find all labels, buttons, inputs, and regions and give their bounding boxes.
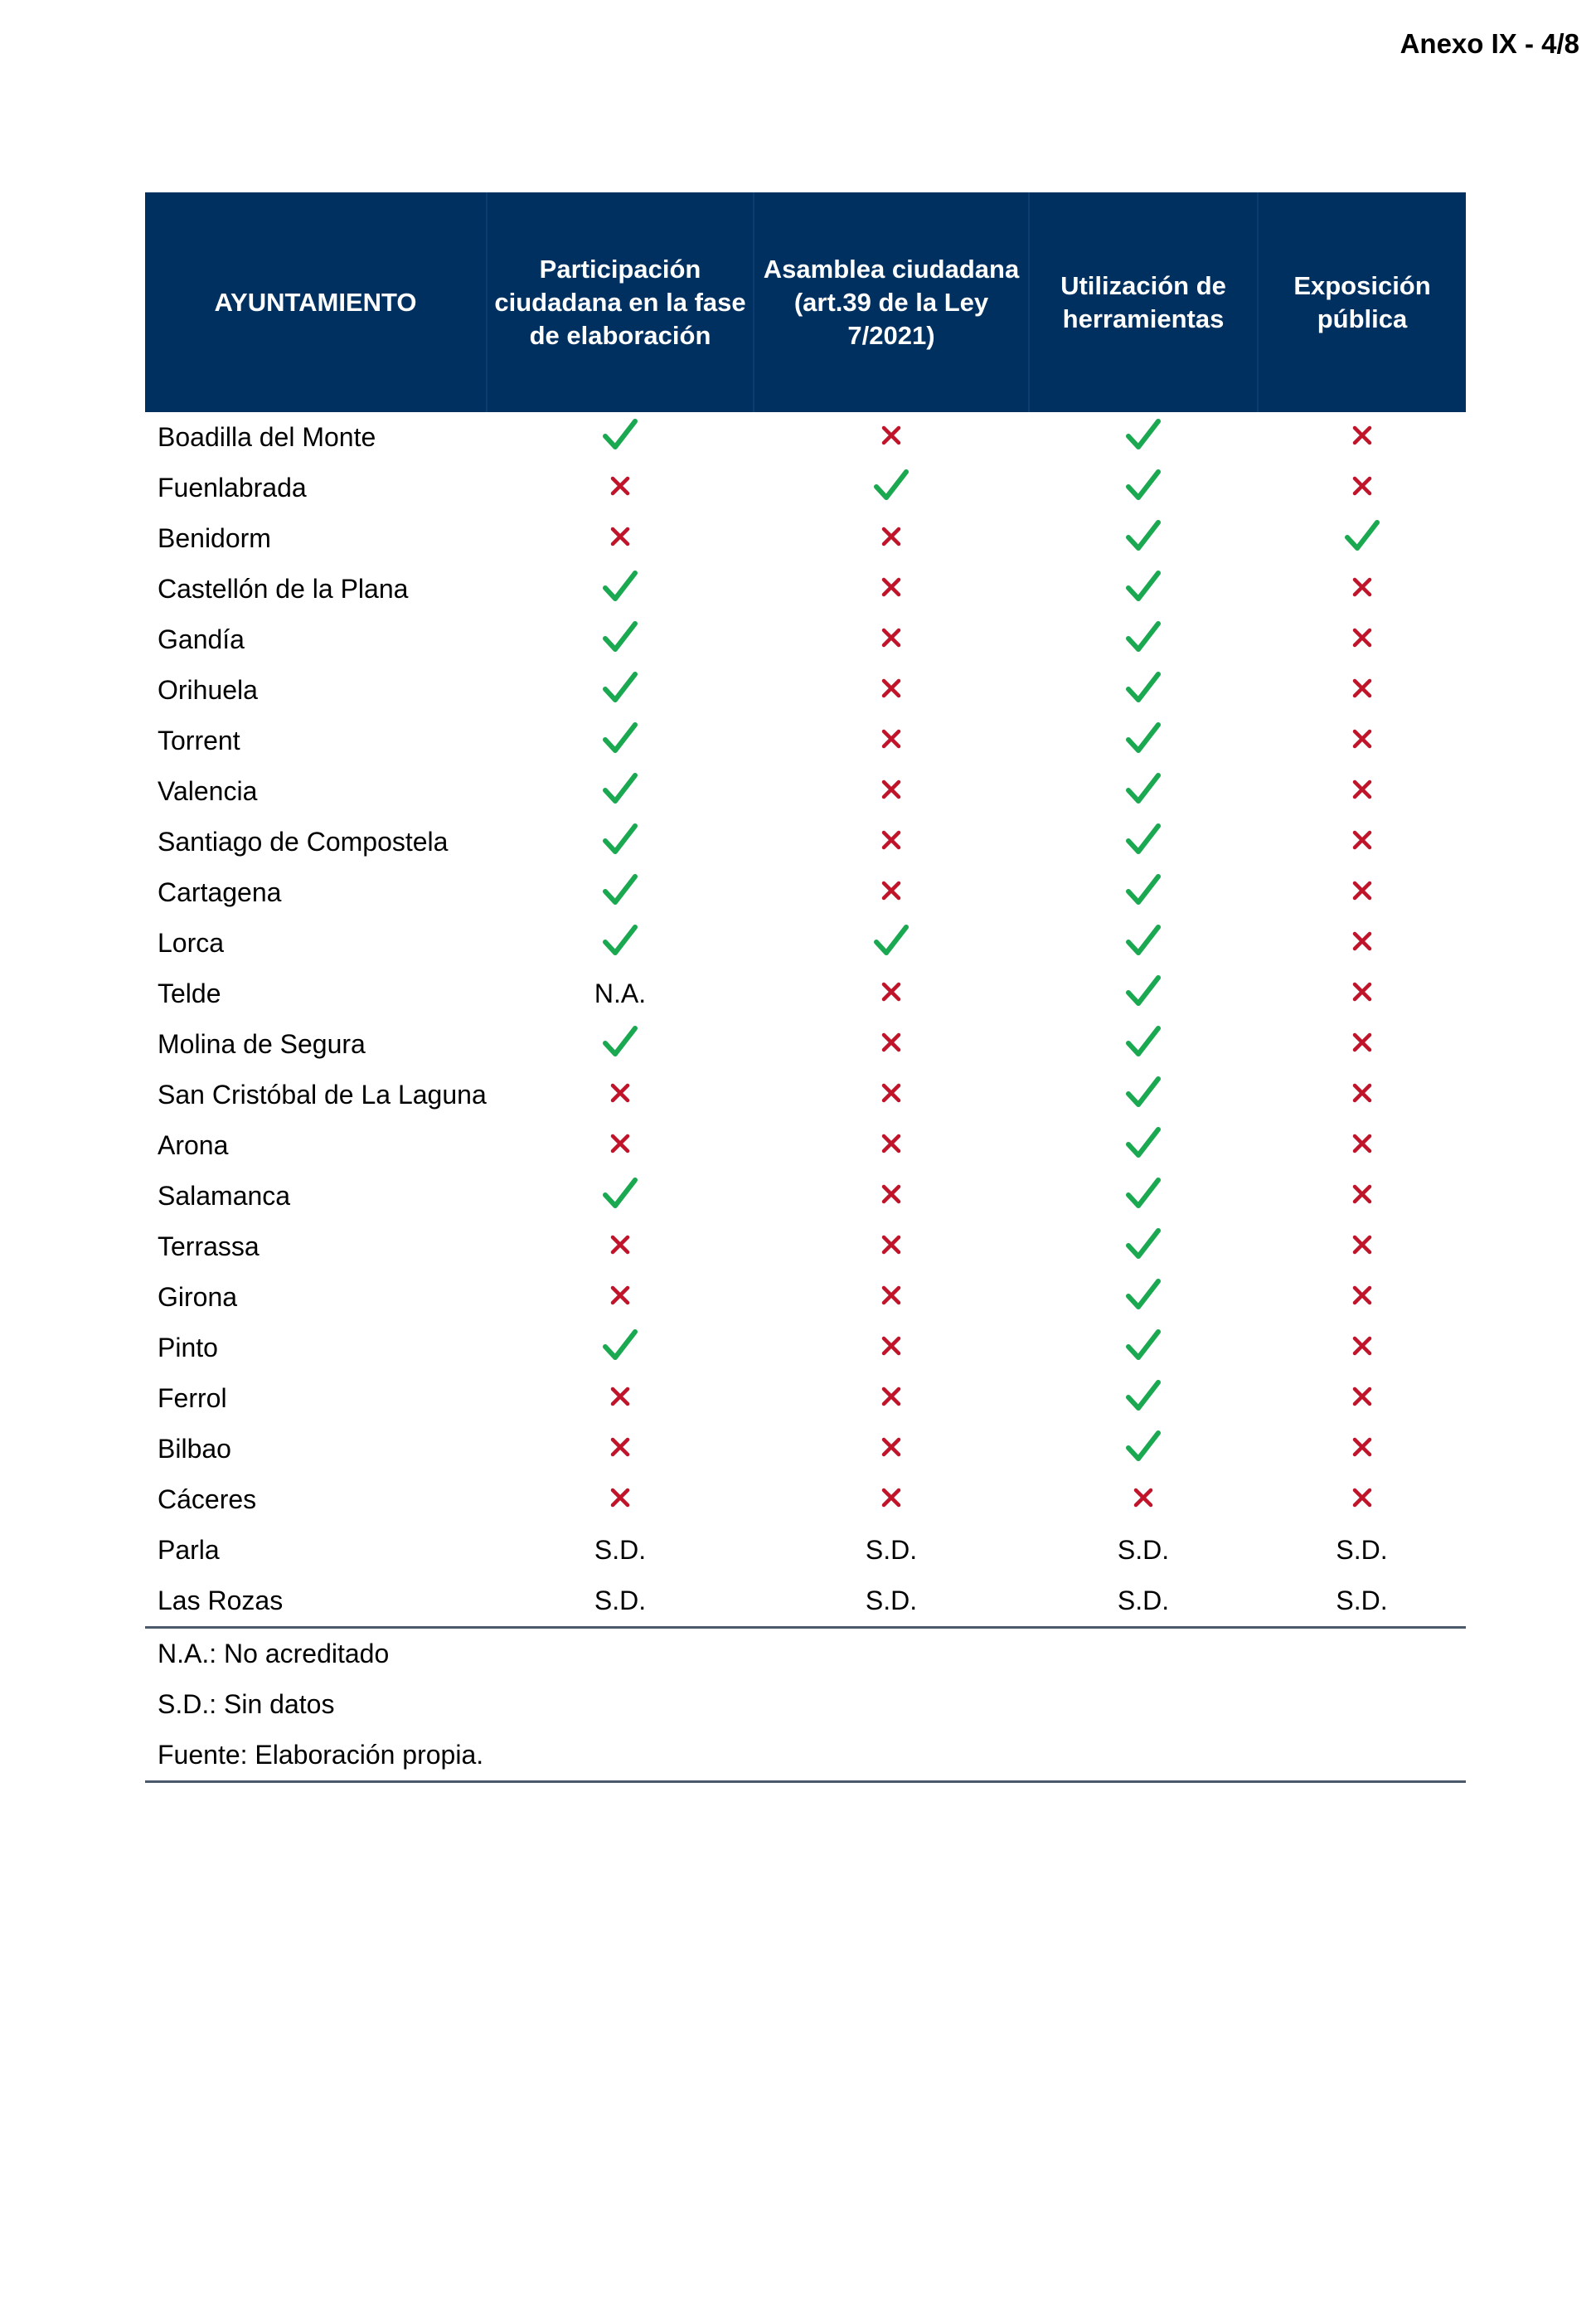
cross-icon bbox=[1351, 1133, 1373, 1154]
table-header-row bbox=[145, 192, 1466, 412]
note-row bbox=[145, 1679, 1466, 1730]
ayuntamiento-name: Las Rozas bbox=[145, 1576, 487, 1628]
cross-icon bbox=[880, 526, 902, 547]
cell-value: S.D. bbox=[865, 1586, 918, 1615]
cross-icon bbox=[1351, 728, 1373, 750]
cross-icon bbox=[1351, 1032, 1373, 1053]
note-row bbox=[145, 1628, 1466, 1680]
cross-icon bbox=[880, 728, 902, 750]
ayuntamiento-name: Torrent bbox=[158, 726, 240, 755]
check-icon bbox=[1126, 418, 1161, 451]
cell-value: S.D. bbox=[1336, 1586, 1388, 1615]
cell-value: N.A. bbox=[594, 979, 647, 1008]
table-row bbox=[145, 1474, 1466, 1525]
table-row bbox=[145, 1171, 1466, 1221]
ayuntamiento-name: Salamanca bbox=[158, 1181, 291, 1211]
cross-icon bbox=[1351, 1082, 1373, 1104]
ayuntamiento-name: San Cristóbal de La Laguna bbox=[158, 1080, 487, 1110]
cross-icon bbox=[880, 1386, 902, 1407]
ayuntamiento-name: Fuenlabrada bbox=[158, 473, 307, 503]
check-icon bbox=[603, 1177, 638, 1210]
cross-icon bbox=[1351, 880, 1373, 901]
table-row bbox=[145, 867, 1466, 918]
ayuntamiento-name: Terrassa bbox=[158, 1231, 260, 1261]
check-icon bbox=[487, 1171, 754, 1221]
cross-icon bbox=[1258, 1070, 1466, 1120]
cross-icon bbox=[1258, 1373, 1466, 1424]
cross-icon bbox=[754, 564, 1029, 614]
cross-icon bbox=[1258, 817, 1466, 867]
check-icon bbox=[603, 1328, 638, 1362]
table-notes bbox=[145, 1628, 1466, 1782]
check-icon bbox=[1126, 721, 1161, 755]
cross-icon bbox=[880, 425, 902, 446]
note-text: S.D.: Sin datos bbox=[158, 1689, 335, 1719]
cross-icon bbox=[609, 1133, 631, 1154]
table-row bbox=[145, 614, 1466, 665]
check-icon bbox=[1029, 463, 1258, 513]
cross-icon bbox=[880, 981, 902, 1003]
check-icon bbox=[487, 867, 754, 918]
check-icon bbox=[1126, 1278, 1161, 1311]
cross-icon bbox=[754, 716, 1029, 766]
cross-icon bbox=[754, 412, 1029, 463]
table-body bbox=[145, 412, 1466, 1628]
ayuntamiento-name: Molina de Segura bbox=[158, 1029, 366, 1059]
table-row bbox=[145, 766, 1466, 817]
cell-text bbox=[487, 1525, 754, 1576]
check-icon bbox=[1029, 1171, 1258, 1221]
ayuntamiento-name: Girona bbox=[158, 1282, 238, 1312]
ayuntamiento-name: Santiago de Compostela bbox=[158, 827, 449, 857]
cross-icon bbox=[1258, 1323, 1466, 1373]
ayuntamiento-name: Cáceres bbox=[158, 1484, 257, 1514]
ayuntamiento-name: Pinto bbox=[158, 1333, 218, 1362]
check-icon bbox=[487, 665, 754, 716]
check-icon bbox=[874, 469, 909, 502]
cross-icon bbox=[1133, 1487, 1154, 1508]
check-icon bbox=[1126, 1025, 1161, 1058]
check-icon bbox=[487, 716, 754, 766]
ayuntamiento-name: Parla bbox=[158, 1535, 220, 1565]
cell-text bbox=[1258, 1525, 1466, 1576]
check-icon bbox=[1126, 1126, 1161, 1159]
check-icon bbox=[754, 463, 1029, 513]
cross-icon bbox=[754, 1019, 1029, 1070]
note-row bbox=[145, 1730, 1466, 1782]
column-header-ayuntamiento: AYUNTAMIENTO bbox=[145, 192, 487, 412]
check-icon bbox=[1029, 1070, 1258, 1120]
check-icon bbox=[1258, 513, 1466, 564]
cross-icon bbox=[754, 1120, 1029, 1171]
page-label: Anexo IX - 4/8 bbox=[1400, 28, 1579, 59]
check-icon bbox=[603, 671, 638, 704]
cross-icon bbox=[609, 1436, 631, 1458]
cross-icon bbox=[754, 1272, 1029, 1323]
check-icon bbox=[1029, 412, 1258, 463]
cross-icon bbox=[1258, 716, 1466, 766]
cross-icon bbox=[754, 1474, 1029, 1525]
cross-icon bbox=[1351, 576, 1373, 598]
cross-icon bbox=[1351, 930, 1373, 952]
check-icon bbox=[1126, 1379, 1161, 1412]
cross-icon bbox=[880, 1335, 902, 1357]
cross-icon bbox=[754, 513, 1029, 564]
check-icon bbox=[487, 817, 754, 867]
check-icon bbox=[603, 772, 638, 805]
check-icon bbox=[754, 918, 1029, 969]
cross-icon bbox=[1258, 1171, 1466, 1221]
table-row bbox=[145, 1019, 1466, 1070]
table-row bbox=[145, 1576, 1466, 1628]
table-row bbox=[145, 412, 1466, 463]
cross-icon bbox=[609, 475, 631, 497]
cross-icon bbox=[754, 817, 1029, 867]
cross-icon bbox=[880, 880, 902, 901]
check-icon bbox=[603, 620, 638, 653]
check-icon bbox=[874, 924, 909, 957]
cross-icon bbox=[487, 1272, 754, 1323]
check-icon bbox=[1126, 1177, 1161, 1210]
cross-icon bbox=[754, 1424, 1029, 1474]
cell-text bbox=[487, 969, 754, 1019]
ayuntamiento-name: Benidorm bbox=[158, 523, 271, 553]
cross-icon bbox=[1351, 981, 1373, 1003]
check-icon bbox=[487, 766, 754, 817]
check-icon bbox=[1029, 1272, 1258, 1323]
table-row bbox=[145, 969, 1466, 1019]
ayuntamiento-name: Castellón de la Plana bbox=[158, 574, 409, 604]
check-icon bbox=[1029, 614, 1258, 665]
cross-icon bbox=[1258, 1019, 1466, 1070]
table-row bbox=[145, 918, 1466, 969]
cross-icon bbox=[1351, 1335, 1373, 1357]
cross-icon bbox=[1351, 829, 1373, 851]
column-header-asamblea: Asamblea ciudadana (art.39 de la Ley 7/2021) bbox=[754, 192, 1029, 412]
cross-icon bbox=[880, 677, 902, 699]
cross-icon bbox=[487, 1424, 754, 1474]
table-row bbox=[145, 1120, 1466, 1171]
check-icon bbox=[1126, 974, 1161, 1008]
cell-value: S.D. bbox=[594, 1535, 647, 1565]
ayuntamiento-name: Ferrol bbox=[158, 1383, 227, 1413]
cross-icon bbox=[754, 614, 1029, 665]
check-icon bbox=[1126, 620, 1161, 653]
check-icon bbox=[1029, 817, 1258, 867]
cross-icon bbox=[754, 1171, 1029, 1221]
check-icon bbox=[1029, 513, 1258, 564]
check-icon bbox=[1345, 519, 1380, 552]
cross-icon bbox=[754, 766, 1029, 817]
column-header-herramientas: Utilización de herramientas bbox=[1029, 192, 1258, 412]
table-row bbox=[145, 463, 1466, 513]
check-icon bbox=[1126, 873, 1161, 906]
cross-icon bbox=[880, 1032, 902, 1053]
cell-value: S.D. bbox=[1117, 1586, 1170, 1615]
check-icon bbox=[1126, 570, 1161, 603]
check-icon bbox=[1126, 1227, 1161, 1260]
cross-icon bbox=[1258, 1474, 1466, 1525]
ayuntamiento-name: Telde bbox=[158, 979, 221, 1008]
ayuntamiento-name: Arona bbox=[158, 1130, 229, 1160]
note-text: Fuente: Elaboración propia. bbox=[145, 1730, 1466, 1782]
check-icon bbox=[1029, 867, 1258, 918]
check-icon bbox=[603, 418, 638, 451]
check-icon bbox=[1029, 716, 1258, 766]
cross-icon bbox=[880, 1133, 902, 1154]
check-icon bbox=[1126, 671, 1161, 704]
cell-text bbox=[1029, 1576, 1258, 1628]
table-row bbox=[145, 513, 1466, 564]
cross-icon bbox=[609, 1487, 631, 1508]
column-header-exposicion: Exposición pública bbox=[1258, 192, 1466, 412]
table-row bbox=[145, 716, 1466, 766]
check-icon bbox=[603, 570, 638, 603]
check-icon bbox=[1029, 766, 1258, 817]
table-row bbox=[145, 1525, 1466, 1576]
check-icon bbox=[1126, 1430, 1161, 1463]
cross-icon bbox=[487, 513, 754, 564]
cross-icon bbox=[880, 627, 902, 648]
cross-icon bbox=[487, 1474, 754, 1525]
cross-icon bbox=[609, 1082, 631, 1104]
check-icon bbox=[603, 1025, 638, 1058]
cross-icon bbox=[1351, 1285, 1373, 1306]
cross-icon bbox=[1351, 1183, 1373, 1205]
cross-icon bbox=[1351, 1234, 1373, 1255]
cross-icon bbox=[487, 1221, 754, 1272]
check-icon bbox=[1126, 519, 1161, 552]
cross-icon bbox=[754, 1070, 1029, 1120]
check-icon bbox=[1029, 665, 1258, 716]
ayuntamiento-name: Bilbao bbox=[158, 1434, 231, 1464]
check-icon bbox=[603, 924, 638, 957]
cross-icon bbox=[1258, 412, 1466, 463]
check-icon bbox=[487, 564, 754, 614]
ayuntamientos-table bbox=[145, 192, 1466, 1783]
cross-icon bbox=[1351, 677, 1373, 699]
ayuntamiento-name: Gandía bbox=[158, 624, 245, 654]
cell-value: S.D. bbox=[865, 1535, 918, 1565]
check-icon bbox=[603, 823, 638, 856]
cross-icon bbox=[609, 1234, 631, 1255]
cross-icon bbox=[1258, 1120, 1466, 1171]
cross-icon bbox=[1351, 1487, 1373, 1508]
cross-icon bbox=[880, 1183, 902, 1205]
check-icon bbox=[1126, 823, 1161, 856]
cross-icon bbox=[1351, 779, 1373, 800]
cell-text bbox=[754, 1576, 1029, 1628]
cross-icon bbox=[1258, 564, 1466, 614]
cross-icon bbox=[1258, 867, 1466, 918]
cross-icon bbox=[880, 829, 902, 851]
check-icon bbox=[1126, 1076, 1161, 1109]
check-icon bbox=[1029, 1221, 1258, 1272]
cross-icon bbox=[1258, 969, 1466, 1019]
check-icon bbox=[1029, 1120, 1258, 1171]
cross-icon bbox=[487, 463, 754, 513]
cross-icon bbox=[487, 1120, 754, 1171]
ayuntamiento-name: Valencia bbox=[158, 776, 258, 806]
ayuntamiento-name: Lorca bbox=[158, 928, 225, 958]
check-icon bbox=[1029, 1019, 1258, 1070]
cross-icon bbox=[1258, 614, 1466, 665]
cell-text bbox=[754, 1525, 1029, 1576]
cell-value: S.D. bbox=[1117, 1535, 1170, 1565]
check-icon bbox=[603, 873, 638, 906]
cross-icon bbox=[1258, 1221, 1466, 1272]
cell-text bbox=[1258, 1576, 1466, 1628]
cross-icon bbox=[1351, 1436, 1373, 1458]
cross-icon bbox=[609, 1285, 631, 1306]
check-icon bbox=[1126, 772, 1161, 805]
cell-value: S.D. bbox=[1336, 1535, 1388, 1565]
check-icon bbox=[1029, 1323, 1258, 1373]
cross-icon bbox=[609, 526, 631, 547]
cross-icon bbox=[1351, 627, 1373, 648]
check-icon bbox=[1029, 969, 1258, 1019]
cross-icon bbox=[1258, 463, 1466, 513]
check-icon bbox=[1029, 564, 1258, 614]
table-row bbox=[145, 817, 1466, 867]
table-row bbox=[145, 1272, 1466, 1323]
cross-icon bbox=[880, 576, 902, 598]
ayuntamiento-name: Orihuela bbox=[158, 675, 258, 705]
cross-icon bbox=[880, 1487, 902, 1508]
cross-icon bbox=[880, 1082, 902, 1104]
table-row bbox=[145, 1070, 1466, 1120]
check-icon bbox=[1029, 1424, 1258, 1474]
check-icon bbox=[603, 721, 638, 755]
cross-icon bbox=[1351, 425, 1373, 446]
check-icon bbox=[487, 918, 754, 969]
cross-icon bbox=[754, 1323, 1029, 1373]
note-text: N.A.: No acreditado bbox=[158, 1639, 390, 1668]
cell-text bbox=[487, 1576, 754, 1628]
check-icon bbox=[487, 412, 754, 463]
cross-icon bbox=[880, 1234, 902, 1255]
cross-icon bbox=[1258, 766, 1466, 817]
check-icon bbox=[1126, 1328, 1161, 1362]
cross-icon bbox=[487, 1070, 754, 1120]
table-row bbox=[145, 1424, 1466, 1474]
cross-icon bbox=[754, 867, 1029, 918]
cross-icon bbox=[1351, 475, 1373, 497]
cross-icon bbox=[754, 665, 1029, 716]
cross-icon bbox=[754, 1221, 1029, 1272]
column-header-participacion: Participación ciudadana en la fase de elaboración bbox=[487, 192, 754, 412]
cross-icon bbox=[754, 969, 1029, 1019]
check-icon bbox=[1029, 918, 1258, 969]
check-icon bbox=[1126, 469, 1161, 502]
cross-icon bbox=[754, 1373, 1029, 1424]
cross-icon bbox=[609, 1386, 631, 1407]
table-row bbox=[145, 1373, 1466, 1424]
check-icon bbox=[487, 1019, 754, 1070]
cell-value: S.D. bbox=[594, 1586, 647, 1615]
ayuntamiento-name: Boadilla del Monte bbox=[158, 422, 376, 452]
cross-icon bbox=[880, 779, 902, 800]
cross-icon bbox=[880, 1436, 902, 1458]
cross-icon bbox=[1258, 1272, 1466, 1323]
ayuntamiento-name: Cartagena bbox=[158, 877, 282, 907]
cell-text bbox=[1029, 1525, 1258, 1576]
check-icon bbox=[1029, 1373, 1258, 1424]
cross-icon bbox=[1258, 665, 1466, 716]
check-icon bbox=[1126, 924, 1161, 957]
table-row bbox=[145, 1323, 1466, 1373]
check-icon bbox=[487, 614, 754, 665]
cross-icon bbox=[1258, 918, 1466, 969]
check-icon bbox=[487, 1323, 754, 1373]
cross-icon bbox=[487, 1373, 754, 1424]
cross-icon bbox=[880, 1285, 902, 1306]
table-row bbox=[145, 1221, 1466, 1272]
cross-icon bbox=[1029, 1474, 1258, 1525]
table-row bbox=[145, 665, 1466, 716]
cross-icon bbox=[1351, 1386, 1373, 1407]
table-row bbox=[145, 564, 1466, 614]
cross-icon bbox=[1258, 1424, 1466, 1474]
